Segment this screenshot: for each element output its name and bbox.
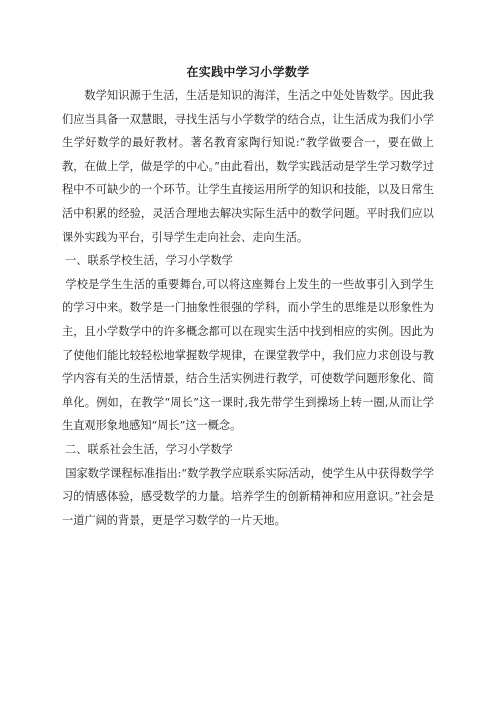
document-title: 在实践中学习小学数学 <box>186 65 310 79</box>
section-1-heading: 一、联系学校生活，学习小学数学 <box>65 254 233 268</box>
section-2-paragraph: 国家数学课程标准指出:“数学教学应联系实际活动，使学生从中获得数学学习的情感体验，感受数学的力量。培养学生的创新精神和应用意识。”社会是一道广阔的背景，更是学习数学的一片天地。 <box>62 466 434 527</box>
section-2-heading: 二、联系社会生活，学习小学数学 <box>65 442 233 456</box>
intro-paragraph: 数学知识源于生活，生活是知识的海洋，生活之中处处皆数学。因此我们应当具备一双慧眼，寻找生活与小学数学的结合点，让生活成为我们小学生学好数学的最好教材。著名教育家陶行知说:“教学做要合一，要在做上教，在做上学，做是学的中心。”由此看出，数学实践活动是学生学习数学过程中不可缺少的一个环节。让学生直接运用所学的知识和技能，以及日常生活中积累的经验，灵活合理地去解决实际生活中的数学问题。平时我们应以课外实践为平台，引导学生走向社会、走向生活。 <box>62 89 434 244</box>
section-1-paragraph: 学校是学生生活的重要舞台,可以将这座舞台上发生的一些故事引入到学生的学习中来。数学是一门抽象性很强的学科，而小学生的思维是以形象性为主，且小学数学中的许多概念都可以在现实生活中找到相应的实例。因此为了使他们能比较轻松地掌握数学规律，在课堂教学中，我们应力求创设与教学内容有关的生活情景，结合生活实例进行教学，可使数学问题形象化、简单化。例如，在教学“周长”这一课时,我先带学生到操场上转一圈,从而让学生直观形象地感知“周长”这一概念。 <box>62 277 434 433</box>
document-page <box>62 62 434 532</box>
